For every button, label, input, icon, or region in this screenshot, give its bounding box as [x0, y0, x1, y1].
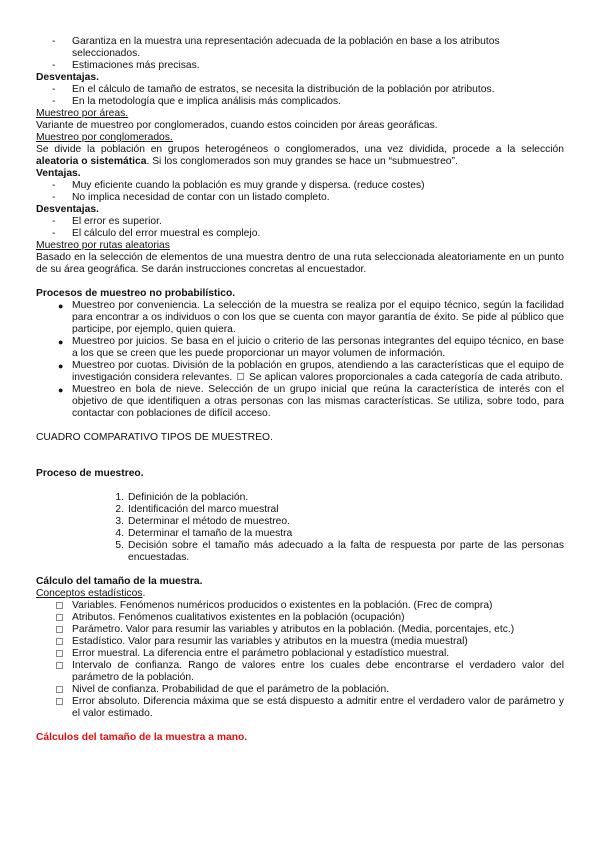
clusters-heading: Muestreo por conglomerados. [36, 132, 173, 143]
advantage-item: - No implica necesidad de contar con un listado completo. [52, 192, 330, 203]
non-prob-item: ● Muestreo por cuotas. División de la población en grupos, atendiendo a las características que el equipo de investigación considera relevantes. Se aplican valores proporcionales a cada categoría de cada atributo. [58, 360, 564, 383]
non-prob-item: ● Muestreo en bola de nieve. Selección de un grupo inicial que reúna la característica de interés con el objetivo de que identifiquen a otras personas con las mismas características. Se utiliza, sobre todo, para contactar con poblaciones de difícil acceso. [58, 384, 564, 419]
clusters-advantages-heading: Ventajas. [36, 168, 81, 179]
concept-item: Atributos. Fenómenos cualitativos existentes en la población (ocupación) [36, 612, 564, 624]
concept-item: Error muestral. La diferencia entre el parámetro poblacional y estadístico muestral. [36, 648, 564, 660]
missing-glyph-icon [237, 373, 244, 380]
process-step: 2. Identificación del marco muestral [115, 504, 279, 515]
concept-item: Nivel de confianza. Probabilidad de que el parámetro de la población. [36, 684, 564, 696]
process-step: 3. Determinar el método de muestreo. [115, 516, 290, 527]
concept-item: Parámetro. Valor para resumir las variables y atributos en la población. (Media, porcentajes, etc.) [36, 624, 564, 636]
disadvantage-item: - El error es superior. [52, 216, 162, 227]
non-prob-item: ● Muestreo por conveniencia. La selección de la muestra se realiza por el equipo técnico, según la facilidad para encontrar a os individuos o con los que se cuenta con mayor garantía de éxito. Se pide al público que participe, por ejemplo, quien quiera. [58, 300, 564, 335]
advantage-item: - Muy eficiente cuando la población es muy grande y dispersa. (reduce costes) [52, 180, 425, 191]
process-step: 4. Determinar el tamaño de la muestra [115, 528, 293, 539]
disadvantages-heading: Desventajas. [36, 72, 99, 83]
non-prob-heading: Procesos de muestreo no probabilístico. [36, 288, 236, 299]
clusters-disadvantages-heading: Desventajas. [36, 204, 99, 215]
disadvantage-item: - En la metodología que e implica análisis más complicados. [52, 96, 342, 107]
routes-heading: Muestreo por rutas aleatorias [36, 240, 170, 251]
advantage-item: - Garantiza en la muestra una representación adecuada de la población en base a los atributos seleccionados. [52, 36, 500, 59]
clusters-text: Se divide la población en grupos heterogéneos o conglomerados, una vez dividida, procede a la selección aleatoria o sistemática. Si los conglomerados son muy grandes se hace un “submuestreo”. [36, 144, 564, 167]
areas-text: Variante de muestreo por conglomerados, cuando estos coinciden por áreas georáficas. [36, 120, 438, 131]
non-prob-item: ● Muestreo por juicios. Se basa en el juicio o criterio de las personas integrantes del equipo técnico, en base a los que se creen que les puede proporcionar un mayor volumen de información. [58, 336, 564, 359]
process-step: 1. Definición de la población. [115, 492, 249, 503]
concept-item: Intervalo de confianza. Rango de valores entre los cuales debe encontrarse el verdadero valor del parámetro de la población. [36, 660, 564, 684]
comparative-title: CUADRO COMPARATIVO TIPOS DE MUESTREO. [36, 432, 273, 443]
disadvantage-item: - En el cálculo de tamaño de estratos, se necesita la distribución de la población por atributos. [52, 84, 495, 95]
concept-item: Variables. Fenómenos numéricos producidos o existentes en la población. (Frec de compra) [36, 600, 564, 612]
process-heading: Proceso de muestreo. [36, 468, 144, 479]
concepts-heading: Conceptos estadísticos. [36, 588, 146, 599]
document-page [36, 36, 564, 744]
manual-calc-heading: Cálculos del tamaño de la muestra a mano. [36, 732, 248, 743]
concept-item: Error absoluto. Diferencia máxima que se está dispuesto a admitir entre el verdadero valor de parámetro y el valor estimado. [36, 696, 564, 720]
concept-item: Estadístico. Valor para resumir las variables y atributos en la muestra (media muestral) [36, 636, 564, 648]
advantage-item: - Estimaciones más precisas. [52, 60, 200, 71]
sample-size-heading: Cálculo del tamaño de la muestra. [36, 576, 203, 587]
disadvantage-item: - El cálculo del error muestral es complejo. [52, 228, 261, 239]
process-step: 5. Decisión sobre el tamaño más adecuado a la falta de respuesta por parte de las personas encuestadas. [115, 540, 564, 563]
areas-heading: Muestreo por áreas. [36, 108, 129, 119]
routes-text: Basado en la selección de elementos de una muestra dentro de una ruta seleccionada aleatoriamente en un punto de su área geográfica. Se darán instrucciones concretas al encuestador. [36, 252, 564, 275]
